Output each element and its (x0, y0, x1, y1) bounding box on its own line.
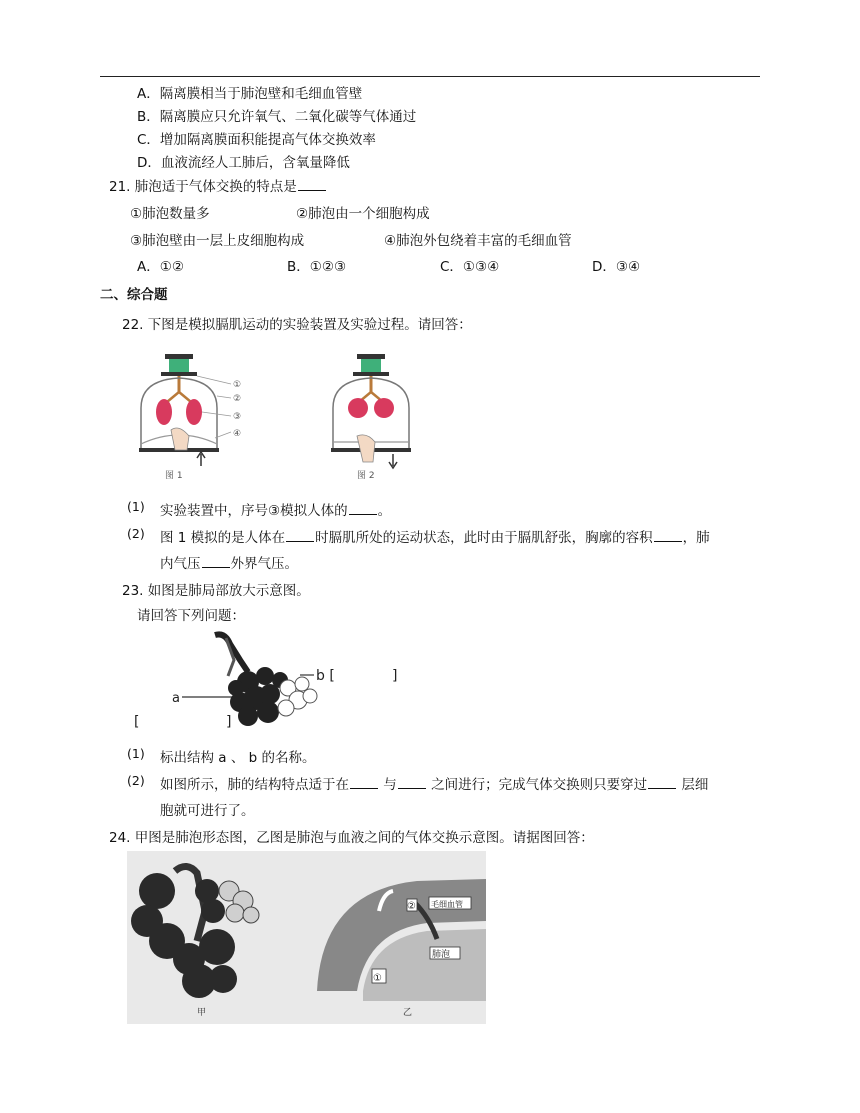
q24-stem: 24. 甲图是肺泡形态图，乙图是肺泡与血液之间的气体交换示意图。请据图回答： (109, 830, 594, 846)
q21-item-4: ④肺泡外包绕着丰富的毛细血管 (384, 233, 572, 249)
label-2: ② (407, 901, 416, 912)
q23-stem: 23. 如图是肺局部放大示意图。 (122, 583, 310, 599)
q21-option-c: C．①③④ (440, 259, 500, 275)
label-4: ④ (233, 429, 242, 439)
q23-stem-2: 请回答下列问题： (137, 608, 245, 624)
bell-jar-figure-2 (331, 354, 411, 481)
answer-blank (202, 555, 230, 568)
figure-1-caption: 图 1 (165, 471, 183, 481)
answer-blank (349, 502, 377, 515)
q21-stem: 21. 肺泡适于气体交换的特点是 (109, 175, 327, 195)
label-capillary: 毛细血管 (431, 900, 463, 909)
label-yi: 乙 (403, 1008, 413, 1018)
q20-option-b: B．隔离膜应只允许氧气、二氧化碳等气体通过 (137, 109, 417, 125)
q23-sub1-number: (1) (127, 746, 145, 761)
lung-enlarged-diagram (130, 630, 420, 740)
q23-sub2-number: (2) (127, 773, 145, 788)
q22-sub1-number: (1) (127, 499, 145, 514)
label-alveolus: 肺泡 (432, 950, 451, 960)
label-b: b [ (316, 668, 335, 684)
figure-2-caption: 图 2 (357, 471, 375, 481)
q21-option-d: D．③④ (592, 259, 641, 275)
bracket-a-open: [ (134, 714, 140, 730)
answer-blank (298, 178, 326, 191)
top-rule (100, 76, 760, 77)
section-heading: 二、综合题 (100, 287, 168, 303)
label-2: ② (233, 394, 242, 404)
q21-item-3: ③肺泡壁由一层上皮细胞构成 (130, 233, 305, 249)
answer-blank (654, 529, 682, 542)
bracket-b-close: ] (392, 668, 398, 684)
q22-sub2-number: (2) (127, 526, 145, 541)
label-a: a (172, 691, 180, 706)
q23-sub2-line1: 如图所示，肺的结构特点适于在 与 之间进行；完成气体交换则只要穿过 层细 (160, 777, 709, 793)
q22-sub2-line1: 图 1 模拟的是人体在 时膈肌所处的运动状态，此时由于膈肌舒张，胸廓的容积 ，肺 (160, 530, 710, 546)
q20-option-d: D．血液流经人工肺后，含氧量降低 (137, 155, 350, 171)
bell-jar-figure-1 (139, 354, 241, 481)
bracket-a-close: ] (226, 714, 232, 730)
q20-option-c: C．增加隔离膜面积能提高气体交换效率 (137, 132, 376, 148)
label-3: ③ (233, 412, 242, 422)
answer-blank (286, 529, 314, 542)
q22-stem: 22. 下图是模拟膈肌运动的实验装置及实验过程。请回答： (122, 317, 472, 333)
answer-blank (350, 776, 378, 789)
bell-jar-diagram (135, 350, 445, 490)
q21-item-2: ②肺泡由一个细胞构成 (296, 206, 430, 222)
label-jia: 甲 (197, 1008, 207, 1018)
q23-sub2-line2: 胞就可进行了。 (160, 803, 255, 819)
label-1: ① (373, 973, 382, 984)
q21-option-b: B．①②③ (287, 259, 347, 275)
q20-option-a: A．隔离膜相当于肺泡壁和毛细血管壁 (137, 86, 363, 102)
answer-blank (398, 776, 426, 789)
q22-sub1: 实验装置中，序号③模拟人体的 。 (160, 503, 392, 519)
q22-sub2-line2: 内气压 外界气压。 (160, 556, 298, 572)
q23-sub1: 标出结构 a 、 b 的名称。 (160, 750, 316, 766)
q21-item-1: ①肺泡数量多 (130, 206, 210, 222)
answer-blank (648, 776, 676, 789)
alveoli-gas-exchange-photo (127, 851, 486, 1024)
label-1: ① (233, 380, 242, 390)
q21-option-a: A．①② (137, 259, 184, 275)
